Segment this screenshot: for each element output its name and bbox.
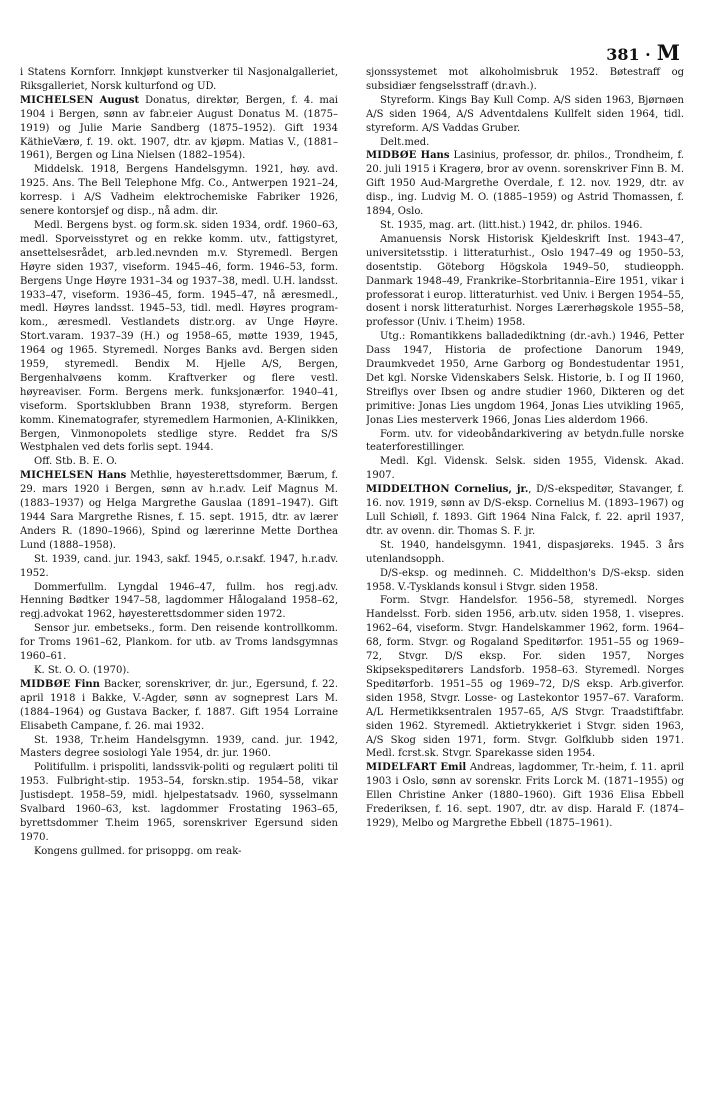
paragraph [366,233,684,330]
paragraph-text: Sensor jur. embetseks., form. Den reisende kontrollkomm. for Troms 1961–62, Plankom. for utb. av Troms landsgymnas 1960–61. [20,623,338,663]
right-column [366,66,684,1088]
paragraph-text: i Statens Kornforr. Innkjøpt kunstverker til Nasjonalgalleriet, Riksgalleriet, Norsk kulturfond og UD. [20,67,338,92]
paragraph [366,330,684,427]
biography-entry [20,678,338,734]
paragraph [20,553,338,581]
paragraph-text: Kongens gullmed. for prisoppg. om reak- [34,845,242,857]
paragraph-text: Methlie, høyesterettsdommer, Bærum, f. 29. mars 1920 i Bergen, sønn av h.r.adv. Leif Magnus M. (1883–1937) og Helga Margrethe Gauslaa (1891–1947). Gift 1944 Sara Margrethe Risnes, f. 15. sept. 1915, dtr. av lærer Anders R. (1890–1966), Spind og lærerinne Mette Dorthea Lund (1888–1958). [20,470,338,551]
biography-entry [20,94,338,164]
paragraph [366,455,684,483]
paragraph [20,66,338,94]
paragraph [20,219,338,455]
paragraph-text: Politifullm. i prispoliti, landssvik-politi og regulært politi til 1953. Fulbright-stip. 1953–54, forskn.stip. 1954–58, vikar Justisdept. 1958–59, midl. hjelpestatsadv. 1960, sysselmann Svalbard 1960–63, kst. lagdommer Frostating 1963–65, byrettsdommer T.heim 1965, sorenskriver Egersund siden 1970. [20,762,338,843]
paragraph [20,761,338,844]
paragraph [366,136,684,150]
text-columns [20,66,684,1088]
paragraph [366,539,684,567]
paragraph-text: , D/S-ekspeditør, Stavanger, f. 16. nov. 1919, sønn av D/S-eksp. Cornelius M. (1893–1967) og Lull Schiøll, f. 1893. Gift 1964 Nina Falck, f. 22. april 1937, dtr. av ovenn. dir. Thomas S. F. jr. [366,484,684,537]
paragraph-text: St. 1940, handelsgymn. 1941, dispasjøreks. 1945. 3 års utenlandsopph. [366,539,684,565]
paragraph-text: Amanuensis Norsk Historisk Kjeldeskrift Inst. 1943–47, universitetsstip. i litteraturhist., Oslo 1947–49 og 1950–53, dosentstip. Göteborg Högskola 1949–50, studieopph. Danmark 1948–49, Frankrike–Storbritannia–Eire 1951, vikar i professorat i europ. litteraturhist. ved Univ. i Bergen 1954–55, dosent i norsk litteraturhist. Norges Lærerhøgskole 1955–58, professor (Univ. i T.heim) 1958. [366,233,684,329]
entry-surname: MIDBØE [366,150,417,162]
paragraph-text: D/S-eksp. og medinneh. C. Middelthon's D/S-eksp. siden 1958. V.-Tysklands konsul i Stvgr. siden 1958. [366,567,684,593]
biography-entry [366,149,684,219]
paragraph [20,455,338,469]
paragraph-text: Medl. Kgl. Vidensk. Selsk. siden 1955, Vidensk. Akad. 1907. [366,456,684,482]
paragraph-text: Delt.med. [380,136,430,148]
paragraph [366,428,684,456]
entry-surname: MIDELFART [366,762,437,774]
paragraph-text: Backer, sorenskriver, dr. jur., Egersund, f. 22. april 1918 i Bakke, V.-Agder, sønn av sogneprest Lars M. (1884–1964) og Gustava Backer, f. 1887. Gift 1954 Lorraine Elisabeth Campane, f. 26. mai 1932. [20,678,338,732]
paragraph-text: Form. Stvgr. Handelsfor. 1956–58, styremedl. Norges Handelsst. Forb. siden 1956, arb.utv. siden 1958, 1. visepres. 1962–64, viseform. Stvgr. Handelskammer 1962, form. 1964–68, form. Stvgr. og Rogaland Speditørfor. 1951–55 og 1969–72, Stvgr. D/S eksp. For. siden 1957, Norges Skipsekspeditørers Landsforb. 1958–63. Styremedl. Norges Speditørforb. 1951–55 og 1969–72, D/S eksp. Arb.giverfor. siden 1958, Stvgr. Losse- og Lastekontor 1957–67. Varaform. A/L Hermetikksentralen 1957–65, A/S Stvgr. Traadstiftfabr. siden 1962. Styremedl. Aktietrykkeriet i Stvgr. siden 1963, A/S Skog siden 1971, form. Stvgr. Golfklubb siden 1971. Medl. fcrst.sk. Stvgr. Sparekasse siden 1954. [366,595,684,760]
biography-entry [20,469,338,552]
paragraph [366,94,684,136]
paragraph-text: Andreas, lagdommer, Tr.-heim, f. 11. april 1903 i Oslo, sønn av sorenskr. Frits Lorck M. (1871–1955) og Ellen Christine Anker (1880–1960). Gift 1936 Elisa Ebbell Frederiksen, f. 16. sept. 1907, dtr. av disp. Harald F. (1874–1929), Melbo og Margrethe Ebbell (1875–1961). [366,762,684,829]
paragraph-text: Dommerfullm. Lyngdal 1946–47, fullm. hos regj.adv. Henning Bødtker 1947–58, lagdommer Hålogaland 1958–62, regj.advokat 1962, høyesterettsdommer siden 1972. [20,581,338,621]
paragraph [20,581,338,623]
entry-surname: MICHELSEN [20,470,94,482]
paragraph [20,664,338,678]
entry-given-name: Cornelius, jr. [454,484,529,496]
paragraph [366,66,684,94]
paragraph [20,163,338,219]
paragraph [366,219,684,233]
entry-surname: MICHELSEN [20,94,94,106]
paragraph-text: sjonssystemet mot alkoholmisbruk 1952. Bøtestraff og subsidiær fengselsstraff (dr.avh.). [366,67,684,92]
entry-given-name: Hans [420,150,450,162]
paragraph-text: Utg.: Romantikkens balladediktning (dr.-avh.) 1946, Petter Dass 1947, Historia de profectione Danorum 1949, Draumkvedet 1950, Arne Garborg og Bondestudentar 1951, Det kgl. Norske Videnskabers Selsk. Historie, b. I og II 1960, Streiflys over Ibsen og andre studier 1960, Dikteren og det primitive: Jonas Lies ungdom 1964, Jonas Lies utvikling 1965, Jonas Lies mesterverk 1966, Jonas Lies alderdom 1966. [366,331,684,426]
entry-given-name: Emil [440,762,467,774]
paragraph [20,845,338,859]
entry-surname: MIDDELTHON [366,484,450,496]
page-number: 381 · [606,45,651,64]
left-column [20,66,338,1088]
paragraph-text: Lasinius, professor, dr. philos., Trondheim, f. 20. juli 1915 i Kragerø, bror av ovenn. sorenskriver Finn B. M. Gift 1950 Aud-Margrethe Overdale, f. 12. nov. 1929, dtr. av disp., ing. Ludvig M. O. (1885–1959) og Astrid Thomassen, f. 1894, Oslo. [366,150,684,218]
biography-entry [366,761,684,831]
paragraph-text: K. St. O. O. (1970). [34,664,130,676]
paragraph-text: Medl. Bergens byst. og form.sk. siden 1934, ordf. 1960–63, medl. Sporveisstyret og en rekke komm. utv., fattigstyret, ansettelsesrådet, arb.led.nevnden m.v. Styremedl. Bergen Høyre siden 1937, viseform. 1945–46, form. 1946–53, form. Bergens Unge Høyre 1931–34 og 1937–38, medl. U.H. landsst. 1933–47, viseform. 1936–45, form. 1945–47, nå æresmedl., medl. Høyres landsst. 1945–53, tidl. medl. Høyres program-kom., æresmedl. Vestlandets distr.org. av Unge Høyre. Stort.varam. 1937–39 (H.) og 1958–65, møtte 1939, 1945, 1964 og 1965. Styremedl. Norges Banks avd. Bergen siden 1959, styremedl. Bendix M. Hjelle A/S, Bergen, Bergenhalvøens komm. Kraftverker og flere vestl. høyreaviser. Form. Bergens merk. funksjonærfor. 1940–41, viseform. Sportsklubben Brann 1938, styreform. Bergen komm. Kinematografer, styremedlem Harmonien, A-Klinikken, Bergen, Vinmonopolets stedlige styre. Reddet fra S/S Westphalen ved dets forlis sept. 1944. [20,219,338,454]
page-letter: M [656,40,680,65]
paragraph [366,567,684,595]
paragraph-text: St. 1938, Tr.heim Handelsgymn. 1939, cand. jur. 1942, Masters degree sosiologi Yale 1954, dr. jur. 1960. [20,734,338,760]
paragraph-text: Donatus, direktør, Bergen, f. 4. mai 1904 i Bergen, sønn av fabr.eier August Donatus M. (1875–1919) og Julie Marie Sandberg (1875–1952). Gift 1934 KäthieVærø, f. 19. okt. 1907, dtr. av kjøpm. Matias V., (1881–1961), Bergen og Lina Nielsen (1882–1954). [20,94,338,162]
entry-given-name: Hans [97,470,127,482]
paragraph [20,622,338,664]
paragraph [20,734,338,762]
entry-given-name: August [99,94,140,106]
paragraph-text: Form. utv. for videobåndarkivering av betydn.fulle norske teaterforestillinger. [366,428,684,454]
paragraph-text: St. 1939, cand. jur. 1943, sakf. 1945, o.r.sakf. 1947, h.r.adv. 1952. [20,553,338,579]
entry-given-name: Finn [74,678,100,690]
page-header [606,40,680,65]
paragraph-text: St. 1935, mag. art. (litt.hist.) 1942, dr. philos. 1946. [380,219,643,231]
paragraph-text: Middelsk. 1918, Bergens Handelsgymn. 1921, høy. avd. 1925. Ans. The Bell Telephone Mfg. Co., Antwerpen 1921–24, korresp. i A/S Vadheim elektrochemiske Fabriker 1926, senere kontorsjef og disp., nå adm. dir. [20,164,338,218]
paragraph-text: Off. Stb. B. E. O. [34,456,118,468]
biography-entry [366,483,684,539]
entry-surname: MIDBØE [20,678,71,690]
paragraph [366,594,684,761]
paragraph-text: Styreform. Kings Bay Kull Comp. A/S siden 1963, Bjørnøen A/S siden 1964, A/S Adventdalens Kullfelt siden 1964, tidl. styreform. A/S Vaddas Gruber. [366,94,684,134]
